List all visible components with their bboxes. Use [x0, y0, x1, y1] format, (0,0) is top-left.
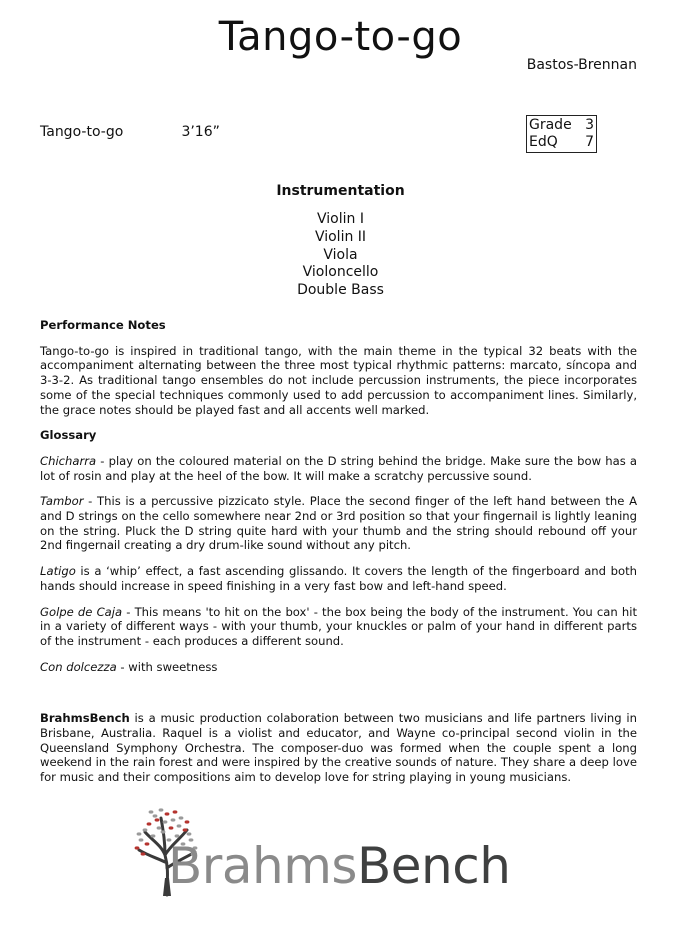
leaf-mark — [141, 852, 146, 855]
page-title: Tango-to-go — [218, 14, 463, 60]
instrument-item: Double Bass — [297, 282, 384, 299]
about-brand: BrahmsBench — [40, 711, 130, 726]
glossary-entry-tambor — [40, 494, 637, 553]
leaf-mark — [169, 826, 174, 829]
glossary-definition: - play on the coloured material on the D string behind the bridge. Make sure the bow has a lot of rosin and play at the heel of the bow. It will make a scratchy percussive sound. — [40, 453, 637, 483]
about-text: is a music production colaboration between two musicians and life partners living in Brisbane, Australia. Raquel is a violist and educator, and Wayne co-principal second violin in the Queensland Symphony Orchestra. The composer-duo was formed when the couple spent a long weekend in the rain forest and were inspired by the creative sounds of nature. They share a deep love for music and their compositions aim to develop love for string playing in young musicians. — [40, 711, 637, 785]
glossary-term: Tambor — [40, 494, 84, 509]
performance-notes-heading: Performance Notes — [40, 318, 166, 332]
piece-name: Tango-to-go — [40, 124, 124, 140]
leaf-mark — [187, 832, 192, 835]
edq-value: 7 — [585, 134, 594, 150]
grade-box — [526, 115, 597, 153]
brahmsbench-wordmark — [168, 838, 510, 894]
leaf-mark — [143, 828, 148, 831]
glossary-entry-golpe-de-caja — [40, 605, 637, 649]
glossary-definition: - with sweetness — [116, 659, 218, 674]
glossary-definition: is a ‘whip’ effect, a fast ascending glissando. It covers the length of the fingerboard and both hands should increase in speed finishing in a very fast bow and left-hand speed. — [40, 564, 637, 593]
about-paragraph — [40, 711, 637, 785]
leaf-mark — [137, 832, 142, 835]
instrument-item: Violin I — [317, 211, 364, 227]
leaf-mark — [171, 818, 176, 821]
duration-row — [40, 124, 220, 140]
leaf-mark — [159, 808, 164, 811]
leaf-mark — [153, 814, 158, 817]
leaf-mark — [151, 834, 156, 837]
leaf-mark — [139, 838, 144, 841]
performance-notes-body: Tango-to-go is inspired in traditional tango, with the main theme in the typical 32 beats with the accompaniment alternating between the three most typical rhythmic patterns: marcato, síncopa and 3-3-2. As traditional tango ensembles do not include percussion instruments, the piece incorporates some of the special techniques commonly used to add percussion to accompaniment lines. Similarly, the grace notes should be played fast and all accents well marked. — [40, 343, 637, 417]
glossary-term: Golpe de Caja — [40, 604, 123, 619]
logo-text-brahms: Brahms — [168, 837, 357, 895]
leaf-mark — [149, 810, 154, 813]
leaf-mark — [147, 822, 152, 825]
leaf-mark — [165, 812, 170, 815]
glossary-definition: - This is a percussive pizzicato style. Place the second finger of the left hand between the A and D strings on the cello somewhere near 2nd or 3rd position so that your fingernail is lightly leaning on the string. Pluck the D string quite hard with your thumb and the string should rebound off your 2nd fingernail creating a dry drum-like sound without any pitch. — [40, 494, 637, 553]
leaf-mark — [179, 816, 184, 819]
leaf-mark — [185, 820, 190, 823]
glossary-entry-chicharra — [40, 454, 637, 483]
edq-label: EdQ — [529, 134, 558, 150]
leaf-mark — [161, 830, 166, 833]
duration-time: 3’16” — [181, 124, 220, 140]
leaf-mark — [173, 810, 178, 813]
instrumentation-heading: Instrumentation — [276, 183, 405, 199]
notes-content — [40, 318, 637, 796]
leaf-mark — [177, 824, 182, 827]
glossary-entry-latigo — [40, 564, 637, 593]
instrumentation-list — [0, 211, 681, 300]
grade-label: Grade — [529, 117, 572, 133]
instrument-item: Viola — [323, 246, 358, 263]
leaf-mark — [163, 820, 168, 823]
glossary-definition: - This means 'to hit on the box' - the box being the body of the instrument. You can hit in a variety of different ways - with your thumb, your knuckles or palm of your hand in different parts of the instrument - each produces a different sound. — [40, 604, 637, 648]
glossary-entry-con-dolcezza — [40, 660, 637, 675]
glossary-term: Latigo — [40, 564, 76, 579]
leaf-mark — [135, 846, 140, 849]
leaf-mark — [157, 826, 162, 829]
leaf-mark — [183, 828, 188, 831]
instrument-item: Violin II — [314, 228, 367, 245]
grade-value: 3 — [585, 117, 594, 133]
composer-name: Bastos-Brennan — [526, 57, 637, 73]
logo-text-bench: Bench — [356, 837, 511, 895]
glossary-term: Chicharra — [40, 453, 97, 468]
glossary-heading: Glossary — [40, 428, 97, 443]
leaf-mark — [155, 818, 160, 821]
glossary-term: Con dolcezza — [40, 659, 117, 674]
leaf-mark — [145, 842, 150, 845]
instrument-item: Violoncello — [302, 264, 379, 281]
